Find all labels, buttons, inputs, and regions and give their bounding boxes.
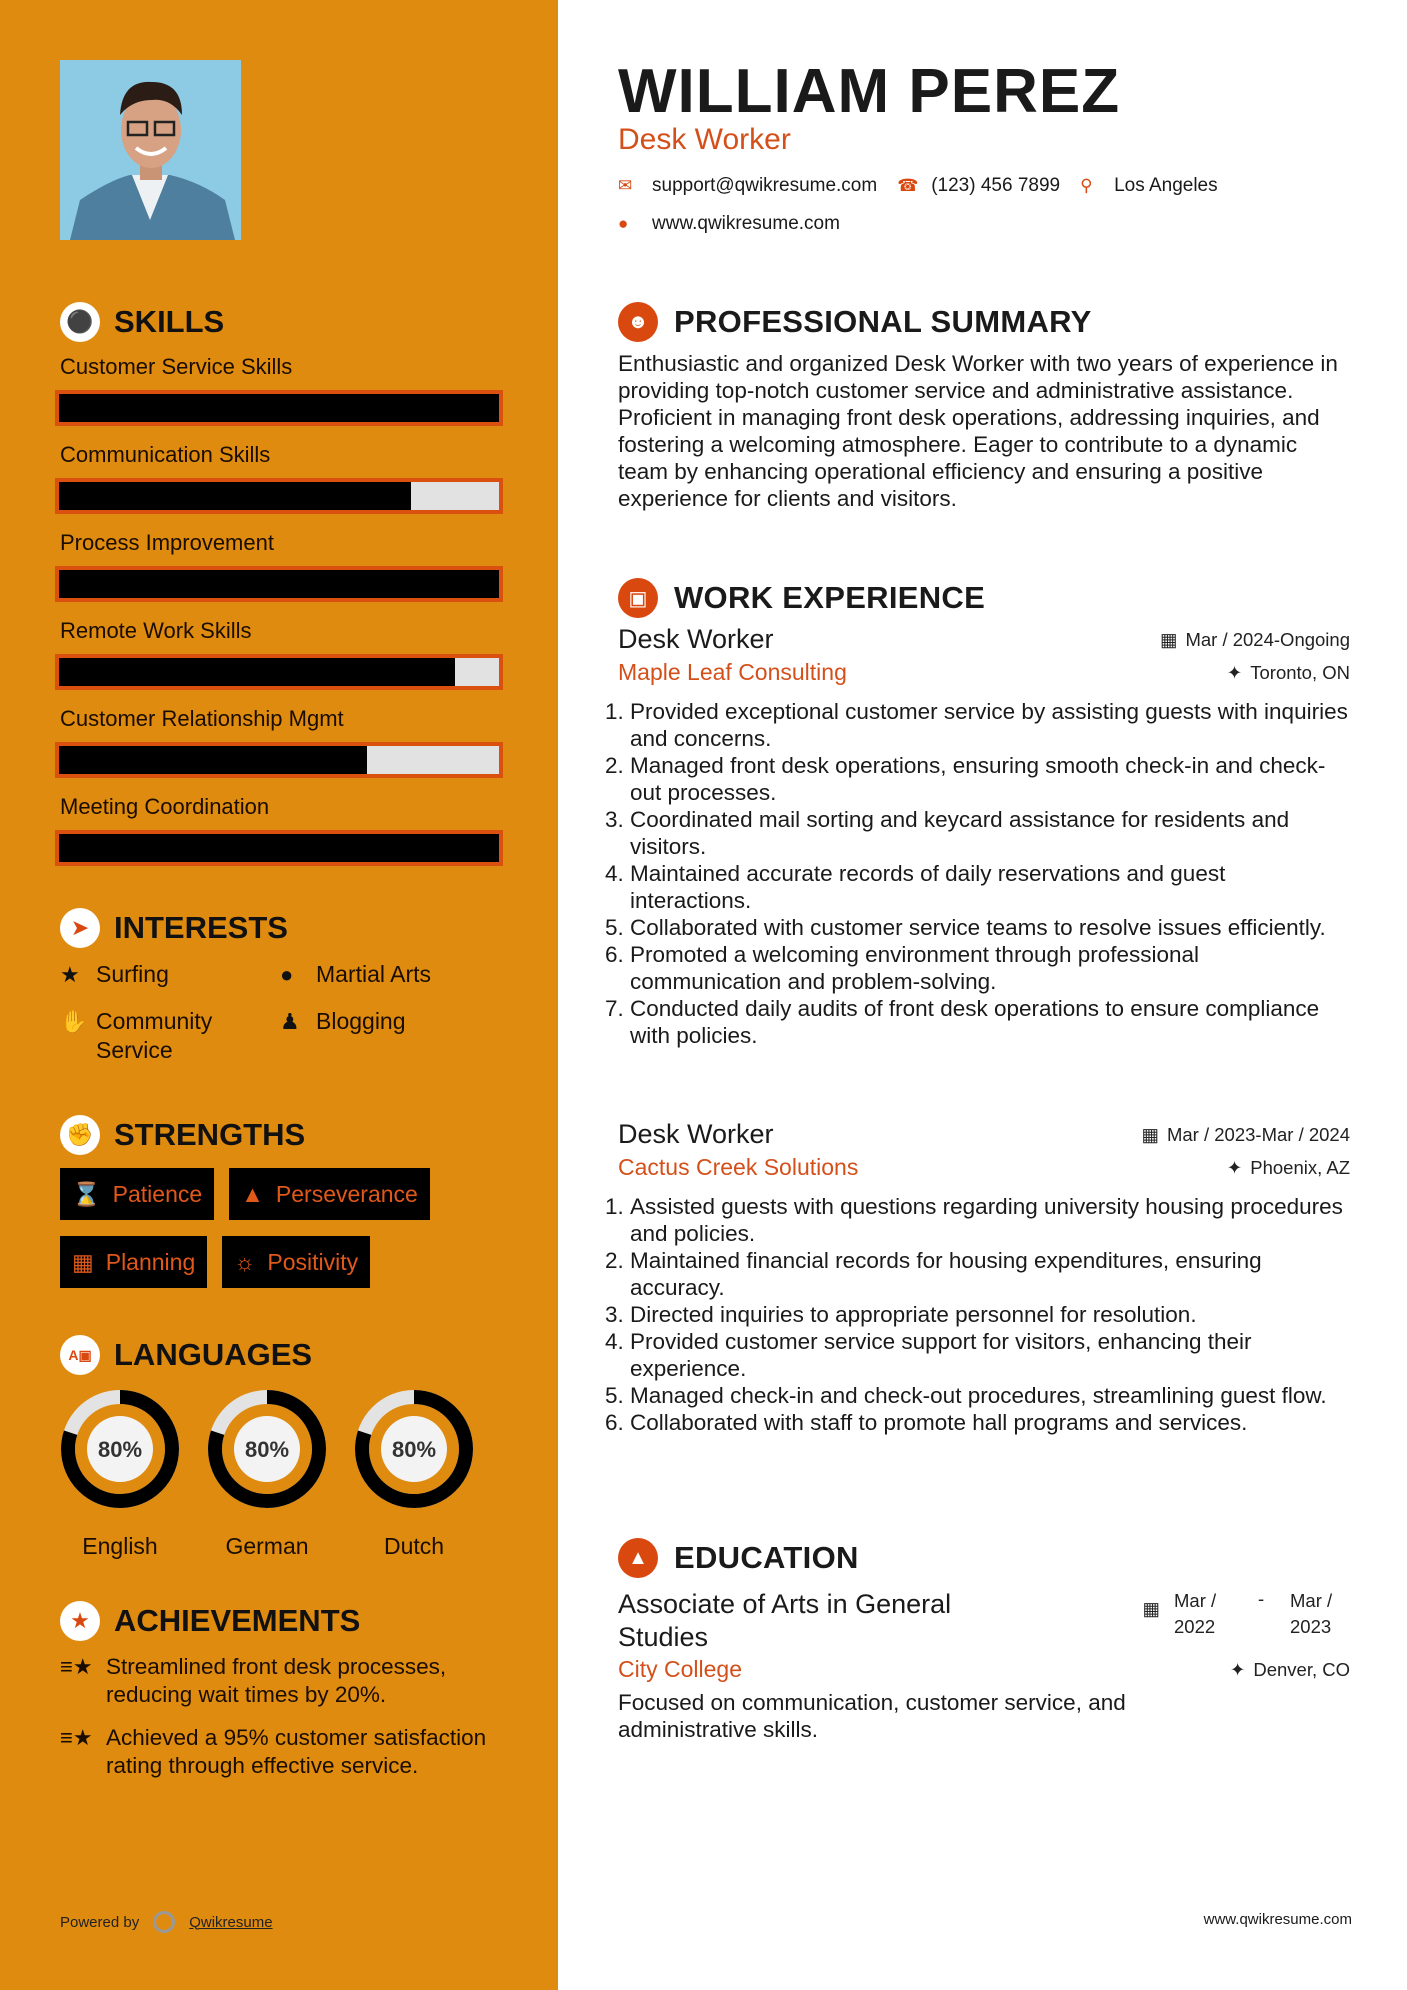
pin-icon: ✦ <box>1229 1658 1246 1680</box>
language-percent: 80% <box>391 1437 437 1462</box>
skill-bar-fill <box>59 746 367 774</box>
paper-plane-icon: ➤ <box>60 908 100 948</box>
road-icon: ▲ <box>241 1180 264 1207</box>
pin-icon: ✦ <box>1226 661 1243 683</box>
job-title: Desk Worker <box>618 1119 774 1149</box>
job-entry: Desk Worker ▦ Mar / 2024-Ongoing Maple Leaf Consulting ✦ Toronto, ON 1. Provided exceptional customer service by assisting guests with inquiries and concerns. 2. Managed front desk operations, ensuring smooth check-in and check-out processes. 3. Coordinated mail sorting and keycard assistance for residents and visitors. 4. Maintained accurate records of daily reservations and guest interactions. 5. Collaborated with customer service teams to resolve issues efficiently. 6. Promoted a welcoming environment through professional communication and problem-solving. 7. Conducted daily audits of front desk operations to ensure compliance with policies. <box>618 624 1350 1049</box>
skill-item <box>55 706 503 778</box>
job-title: Desk Worker <box>618 624 774 654</box>
profile-photo <box>60 60 241 240</box>
education-description: Focused on communication, customer service, and administrative skills. <box>618 1690 1126 1742</box>
education-section: ▲ EDUCATION Associate of Arts in General Studies ▦ Mar / 2022 - Mar / 2023 City College ✦ Denver, CO Focused on communication, customer service, and administrative skills. <box>618 1540 1350 1742</box>
job-bullet: 3. Coordinated mail sorting and keycard assistance for residents and visitors. <box>630 806 1350 860</box>
powered-by: Powered by Qwikresume <box>60 1911 273 1933</box>
strength-chip: ▦ Planning <box>60 1236 207 1288</box>
strength-chip: ☼ Positivity <box>222 1236 370 1288</box>
skill-bar-fill <box>59 658 455 686</box>
strengths-heading: ✊ STRENGTHS <box>60 1115 430 1155</box>
skills-section <box>60 302 503 866</box>
globe-icon: ● <box>618 214 629 233</box>
website: ● www.qwikresume.com <box>618 213 840 234</box>
skill-label: Process Improvement <box>60 530 274 555</box>
skill-label: Customer Service Skills <box>60 354 293 379</box>
skill-item <box>55 354 503 426</box>
location: ⚲ Los Angeles <box>1080 175 1218 196</box>
phone: ☎ (123) 456 7899 <box>897 175 1061 196</box>
summary-section: ☻ PROFESSIONAL SUMMARY Enthusiastic and organized Desk Worker with two years of experience in providing top-notch customer service and administrative assistance. Proficient in managing front desk operations, addressing inquiries, and fostering a welcoming atmosphere. Eager to contribute to a dynamic team by enhancing operational efficiency and ensuring a positive experience for clients and visitors. <box>618 302 1353 512</box>
strength-chip: ⌛ Patience <box>60 1168 214 1220</box>
skill-item <box>55 794 503 866</box>
skill-bar <box>55 654 503 690</box>
skill-label: Meeting Coordination <box>60 794 270 819</box>
candidate-role: Desk Worker <box>618 123 791 156</box>
strengths-section <box>60 1115 430 1288</box>
skill-item <box>55 530 503 602</box>
job-bullets <box>612 1193 1350 1436</box>
skill-label: Remote Work Skills <box>60 618 252 643</box>
fist-icon: ✋ <box>60 1009 88 1034</box>
job-bullet: 4. Provided customer service support for visitors, enhancing their experience. <box>630 1328 1350 1382</box>
language-label: German <box>225 1533 309 1559</box>
shooting-star-icon: ≡★ <box>60 1725 93 1750</box>
footer-website[interactable]: www.qwikresume.com <box>1203 1911 1352 1928</box>
job-bullet: 6. Collaborated with staff to promote hall programs and services. <box>630 1409 1350 1436</box>
users-icon: ♟ <box>280 1009 300 1034</box>
star-badge-icon: ★ <box>60 1601 100 1641</box>
language-item <box>55 1387 185 1560</box>
calendar-icon: ▦ <box>72 1248 94 1275</box>
calendar-icon: ▦ <box>1141 1123 1159 1145</box>
language-donut <box>58 1387 182 1511</box>
interest-item: ♟ Blogging <box>280 1008 406 1034</box>
star-icon: ★ <box>60 962 80 987</box>
skill-item <box>55 618 503 690</box>
job-bullet: 4. Maintained accurate records of daily reservations and guest interactions. <box>630 860 1350 914</box>
job-bullet: 5. Managed check-in and check-out procedures, streamlining guest flow. <box>630 1382 1350 1409</box>
language-label: English <box>82 1533 158 1559</box>
job-bullet: 1. Provided exceptional customer service by assisting guests with inquiries and concerns. <box>630 698 1350 752</box>
achievement-item: ≡★ Streamlined front desk processes, reducing wait times by 20%. <box>60 1654 447 1707</box>
summary-text: Enthusiastic and organized Desk Worker with two years of experience in providing top-notch customer service and administrative assistance. Proficient in managing front desk operations, addressing inquiries, and fostering a welcoming atmosphere. Eager to contribute to a dynamic team by enhancing operational efficiency and ensuring a positive experience for clients and visitors. <box>618 351 1338 511</box>
job-bullet: 3. Directed inquiries to appropriate personnel for resolution. <box>630 1301 1350 1328</box>
company-name: Maple Leaf Consulting <box>618 659 847 685</box>
calendar-icon: ▦ <box>1159 628 1178 650</box>
map-pin-icon: ⚲ <box>1080 176 1093 195</box>
company-name: Cactus Creek Solutions <box>618 1154 859 1180</box>
job-bullet: 5. Collaborated with customer service teams to resolve issues efficiently. <box>630 914 1350 941</box>
fist-icon: ✊ <box>60 1115 100 1155</box>
qwikresume-logo-icon <box>153 1911 175 1933</box>
pin-icon: ✦ <box>1226 1156 1243 1178</box>
skill-bar <box>55 742 503 778</box>
language-percent: 80% <box>244 1437 290 1462</box>
hourglass-icon: ⌛ <box>72 1180 101 1207</box>
interest-item: ★ Surfing <box>60 961 169 987</box>
sun-icon: ☼ <box>234 1248 256 1275</box>
language-donut <box>205 1387 329 1511</box>
achievements-heading: ★ ACHIEVEMENTS <box>60 1601 500 1641</box>
degree: Associate of Arts in General Studies <box>618 1589 952 1652</box>
school: City College <box>618 1656 742 1682</box>
user-icon: ☻ <box>618 302 658 342</box>
skill-bar-fill <box>59 834 499 862</box>
skill-bar <box>55 478 503 514</box>
translate-icon: A▣ <box>60 1335 100 1375</box>
skill-bar <box>55 566 503 602</box>
job-bullets <box>612 698 1350 1049</box>
interests-section <box>60 908 530 1065</box>
qwikresume-link[interactable]: Qwikresume <box>189 1913 273 1931</box>
achievement-item: ≡★ Achieved a 95% customer satisfaction rating through effective service. <box>60 1725 487 1778</box>
language-item <box>349 1387 479 1560</box>
skill-bar <box>55 830 503 866</box>
strength-chip: ▲ Perseverance <box>229 1168 430 1220</box>
graduate-icon: ▲ <box>618 1538 658 1578</box>
skill-label: Customer Relationship Mgmt <box>60 706 344 731</box>
calendar-icon: ▦ <box>1142 1598 1160 1619</box>
skill-bar-fill <box>59 482 411 510</box>
interests-heading: ➤ INTERESTS <box>60 908 530 948</box>
lightbulb-icon: ⚫ <box>60 302 100 342</box>
achievements-section <box>60 1601 500 1780</box>
skill-bar-fill <box>59 394 499 422</box>
job-entry: Desk Worker ▦ Mar / 2023-Mar / 2024 Cactus Creek Solutions ✦ Phoenix, AZ 1. Assisted guests with questions regarding university housing procedures and policies. 2. Maintained financial records for housing expenditures, ensuring accuracy. 3. Directed inquiries to appropriate personnel for resolution. 4. Provided customer service support for visitors, enhancing their experience. 5. Managed check-in and check-out procedures, streamlining guest flow. 6. Collaborated with staff to promote hall programs and services. <box>618 1119 1350 1436</box>
skills-heading: ⚫ SKILLS <box>60 302 503 342</box>
shooting-star-icon: ≡★ <box>60 1654 93 1679</box>
phone-icon: ☎ <box>897 176 919 195</box>
header <box>618 56 1218 235</box>
envelope-icon: ✉ <box>618 176 633 195</box>
language-label: Dutch <box>383 1533 445 1559</box>
job-bullet: 1. Assisted guests with questions regarding university housing procedures and policies. <box>630 1193 1350 1247</box>
interest-item: ✋ Community Service <box>60 1008 213 1063</box>
job-bullet: 2. Maintained financial records for housing expenditures, ensuring accuracy. <box>630 1247 1350 1301</box>
job-bullet: 6. Promoted a welcoming environment through professional communication and problem-solving. <box>630 941 1350 995</box>
job-bullet: 2. Managed front desk operations, ensuring smooth check-in and check-out processes. <box>630 752 1350 806</box>
languages-heading: A▣ LANGUAGES <box>60 1335 479 1375</box>
language-item <box>202 1387 332 1560</box>
experience-section: ▣ WORK EXPERIENCE <box>618 578 985 618</box>
language-percent: 80% <box>97 1437 143 1462</box>
job-bullet: 7. Conducted daily audits of front desk operations to ensure compliance with policies. <box>630 995 1350 1049</box>
skill-bar <box>55 390 503 426</box>
language-donut <box>352 1387 476 1511</box>
skill-bar-fill <box>59 570 499 598</box>
briefcase-icon: ▣ <box>618 578 658 618</box>
candidate-name: WILLIAM PEREZ <box>618 57 1121 126</box>
skill-label: Communication Skills <box>60 442 271 467</box>
globe-icon: ● <box>280 962 294 987</box>
interest-item: ● Martial Arts <box>280 961 432 987</box>
skill-item <box>55 442 503 514</box>
languages-section <box>60 1335 479 1560</box>
email: ✉ support@qwikresume.com <box>618 175 878 196</box>
